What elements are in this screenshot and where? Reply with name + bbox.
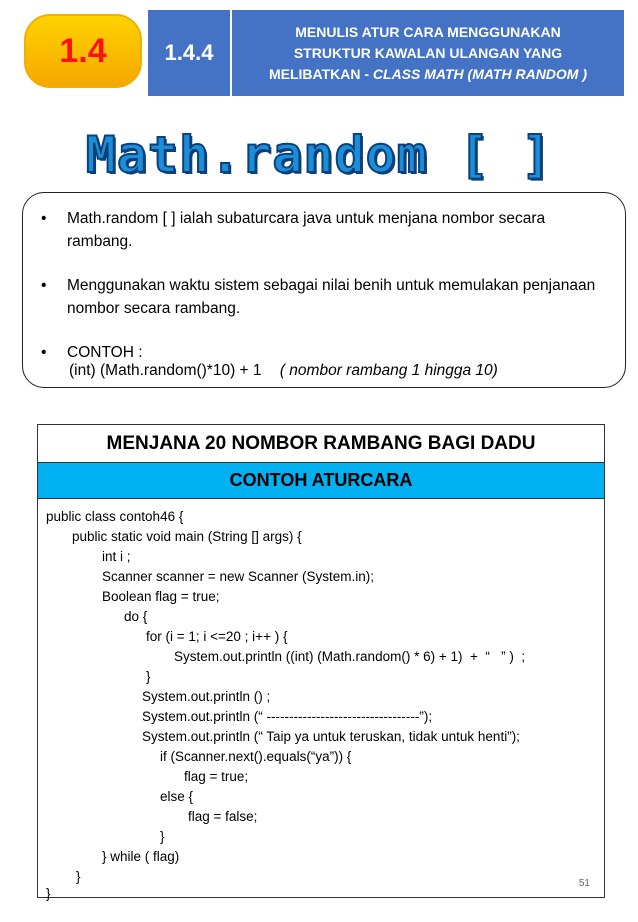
header-title-line-1: MENULIS ATUR CARA MENGGUNAKAN <box>295 24 561 40</box>
code-line: System.out.println (“ Taip ya untuk teruskan, tidak untuk henti”); <box>142 729 520 744</box>
bullet-dot: • <box>41 277 47 294</box>
intro-box <box>22 192 626 388</box>
bullet-text: CONTOH : <box>67 344 143 361</box>
code-line: } while ( flag) <box>102 849 180 864</box>
code-block <box>38 499 604 901</box>
bullet-dot: • <box>41 210 47 227</box>
code-line: Boolean flag = true; <box>102 589 220 604</box>
page-title: Math.random [ ] <box>85 126 553 184</box>
header-title-line-3 <box>232 64 624 85</box>
code-line: do { <box>124 609 148 624</box>
header-title-line-3-prefix: MELIBATKAN - <box>268 66 373 82</box>
code-line: System.out.println (“ ----------------------------------”); <box>142 709 433 724</box>
bullet-dot: • <box>41 344 47 361</box>
code-line: public static void main (String [] args) { <box>72 529 302 544</box>
code-line: public class contoh46 { <box>46 509 184 524</box>
header-title <box>232 10 624 96</box>
program-subheading: CONTOH ATURCARA <box>38 463 604 499</box>
page-number: 51 <box>578 878 590 889</box>
header-title-line-2: STRUKTUR KAWALAN ULANGAN YANG <box>293 45 563 61</box>
bullet-text: Menggunakan waktu sistem sebagai nilai benih untuk memulakan penjanaan nombor secara rambang. <box>67 277 596 317</box>
code-line: for (i = 1; i <=20 ; i++ ) { <box>146 629 288 644</box>
example-note: ( nombor rambang 1 hingga 10) <box>279 362 498 379</box>
code-line: System.out.println () ; <box>142 689 271 704</box>
code-line: if (Scanner.next().equals(“ya”)) { <box>160 749 352 764</box>
code-line: flag = true; <box>184 769 249 784</box>
example-code: (int) (Math.random()*10) + 1 <box>69 362 262 379</box>
header-title-line-3-italic: CLASS MATH (MATH RANDOM ) <box>372 66 588 82</box>
code-line: flag = false; <box>188 809 258 824</box>
bullet-text: Math.random [ ] ialah subaturcara java untuk menjana nombor secara rambang. <box>67 210 546 250</box>
subsection-number: 1.4.4 <box>148 10 230 96</box>
code-line: int i ; <box>102 549 131 564</box>
code-line: } <box>76 869 81 884</box>
program-box <box>37 424 605 901</box>
example-line <box>69 362 498 380</box>
code-line: } <box>146 669 151 684</box>
code-line: else { <box>160 789 194 804</box>
code-line: Scanner scanner = new Scanner (System.in); <box>102 569 375 584</box>
code-line: } <box>46 886 51 901</box>
program-heading: MENJANA 20 NOMBOR RAMBANG BAGI DADU <box>38 425 604 463</box>
code-line: System.out.println ((int) (Math.random() * 6) + 1) + “ ” ) ; <box>174 649 526 664</box>
code-line: } <box>160 829 165 844</box>
section-badge: 1.4 <box>24 14 142 88</box>
